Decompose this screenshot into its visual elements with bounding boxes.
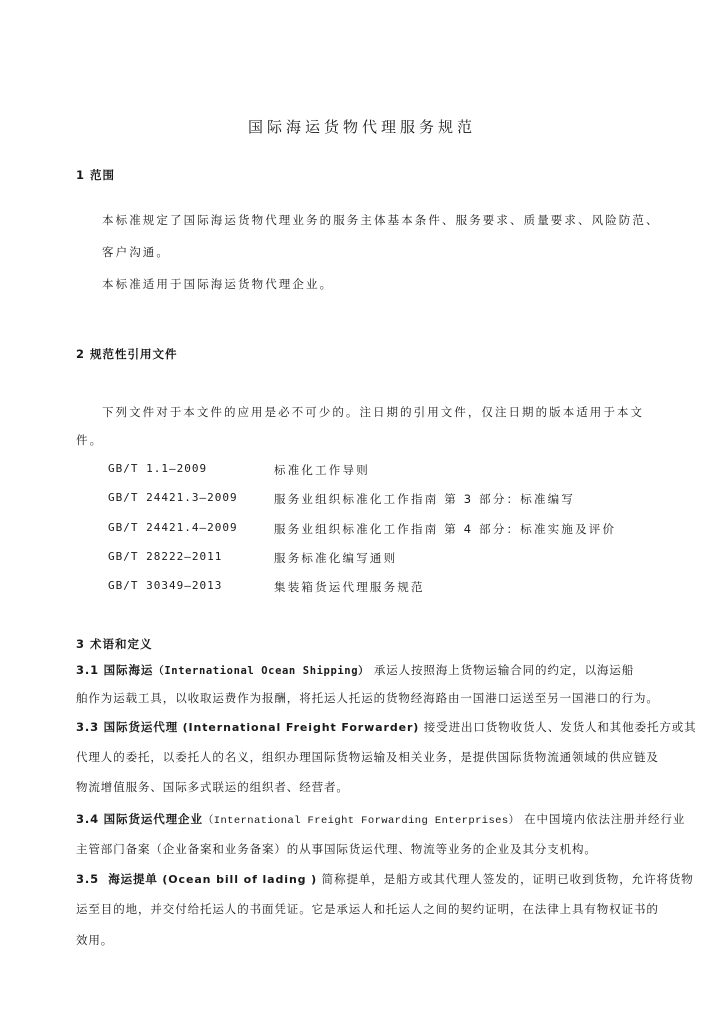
reference-title: 集装箱货运代理服务规范 bbox=[274, 580, 425, 594]
definition-term: 海运提单 bbox=[108, 872, 158, 886]
definition-term: 国际海运 bbox=[103, 663, 154, 677]
reference-code: GB/T 30349—2013 bbox=[108, 579, 223, 592]
definition-3-3-line-2: 代理人的委托，以委托人的名义，组织办理国际货物运输及相关业务，是提供国际货物流通领域的供应链及 bbox=[76, 750, 659, 764]
definition-3-4-line-2: 主管部门备案（企业备案和业务备案）的从事国际货运代理、物流等业务的企业及其分支机构。 bbox=[76, 842, 597, 856]
scope-line-3: 本标准适用于国际海运货物代理企业。 bbox=[102, 277, 334, 291]
definition-number: 3.4 bbox=[76, 812, 100, 826]
scope-line-1: 本标准规定了国际海运货物代理业务的服务主体基本条件、服务要求、质量要求、风险防范、 bbox=[102, 213, 660, 227]
normative-intro-line-2: 件。 bbox=[76, 433, 104, 447]
reference-title: 服务业组织标准化工作指南 第 3 部分：标准编写 bbox=[274, 492, 576, 506]
definition-english: (Ocean bill of lading ) bbox=[162, 873, 318, 886]
definition-english: (International Freight Forwarder) bbox=[182, 721, 420, 734]
definition-term: 国际货运代理企业 bbox=[103, 812, 203, 826]
reference-code: GB/T 1.1—2009 bbox=[108, 462, 208, 475]
normative-intro-line-1: 下列文件对于本文件的应用是必不可少的。注日期的引用文件，仅注日期的版本适用于本文 bbox=[102, 405, 644, 419]
definition-3-3-line-3: 物流增值服务、国际多式联运的组织者、经营者。 bbox=[76, 780, 349, 794]
reference-title: 服务标准化编写通则 bbox=[274, 551, 398, 565]
definition-3-5 bbox=[76, 871, 694, 887]
document-title: 国际海运货物代理服务规范 bbox=[247, 118, 476, 136]
definition-3-5-line-3: 效用。 bbox=[76, 933, 114, 947]
reference-code: GB/T 24421.4—2009 bbox=[108, 521, 238, 534]
section-1-heading: 1 范围 bbox=[76, 168, 116, 182]
definition-number: 3.1 bbox=[76, 663, 100, 677]
reference-code: GB/T 24421.3—2009 bbox=[108, 491, 238, 504]
definition-3-5-line-2: 运至目的地，并交付给托运人的书面凭证。它是承运人和托运人之间的契约证明，在法律上具有物权证书的 bbox=[76, 902, 659, 916]
scope-line-2: 客户沟通。 bbox=[102, 245, 170, 259]
definition-3-3 bbox=[76, 719, 697, 735]
reference-title: 服务业组织标准化工作指南 第 4 部分：标准实施及评价 bbox=[274, 522, 617, 536]
definition-text: 在中国境内依法注册并经行业 bbox=[524, 812, 686, 826]
section-2-heading: 2 规范性引用文件 bbox=[76, 347, 178, 361]
definition-3-4 bbox=[76, 811, 685, 827]
reference-title: 标准化工作导则 bbox=[274, 463, 370, 477]
definition-3-1 bbox=[76, 662, 634, 678]
definition-number: 3.5 bbox=[76, 872, 100, 886]
definition-number: 3.3 bbox=[76, 720, 100, 734]
definition-english: （International Freight Forwarding Enterprises） bbox=[202, 815, 520, 827]
definition-term: 国际货运代理 bbox=[103, 720, 179, 734]
definition-3-1-line-2: 舶作为运载工具，以收取运费作为报酬，将托运人托运的货物经海路由一国港口运送至另一国港口的行为。 bbox=[76, 691, 659, 705]
reference-code: GB/T 28222—2011 bbox=[108, 550, 223, 563]
definition-text: 简称提单，是船方或其代理人签发的，证明已收到货物，允许将货物 bbox=[321, 872, 694, 886]
section-3-heading: 3 术语和定义 bbox=[76, 637, 153, 651]
definition-english: （International Ocean Shipping） bbox=[153, 665, 370, 677]
definition-text: 接受进出口货物收货人、发货人和其他委托方或其 bbox=[423, 720, 697, 734]
definition-text: 承运人按照海上货物运输合同的约定，以海运船 bbox=[373, 663, 635, 677]
